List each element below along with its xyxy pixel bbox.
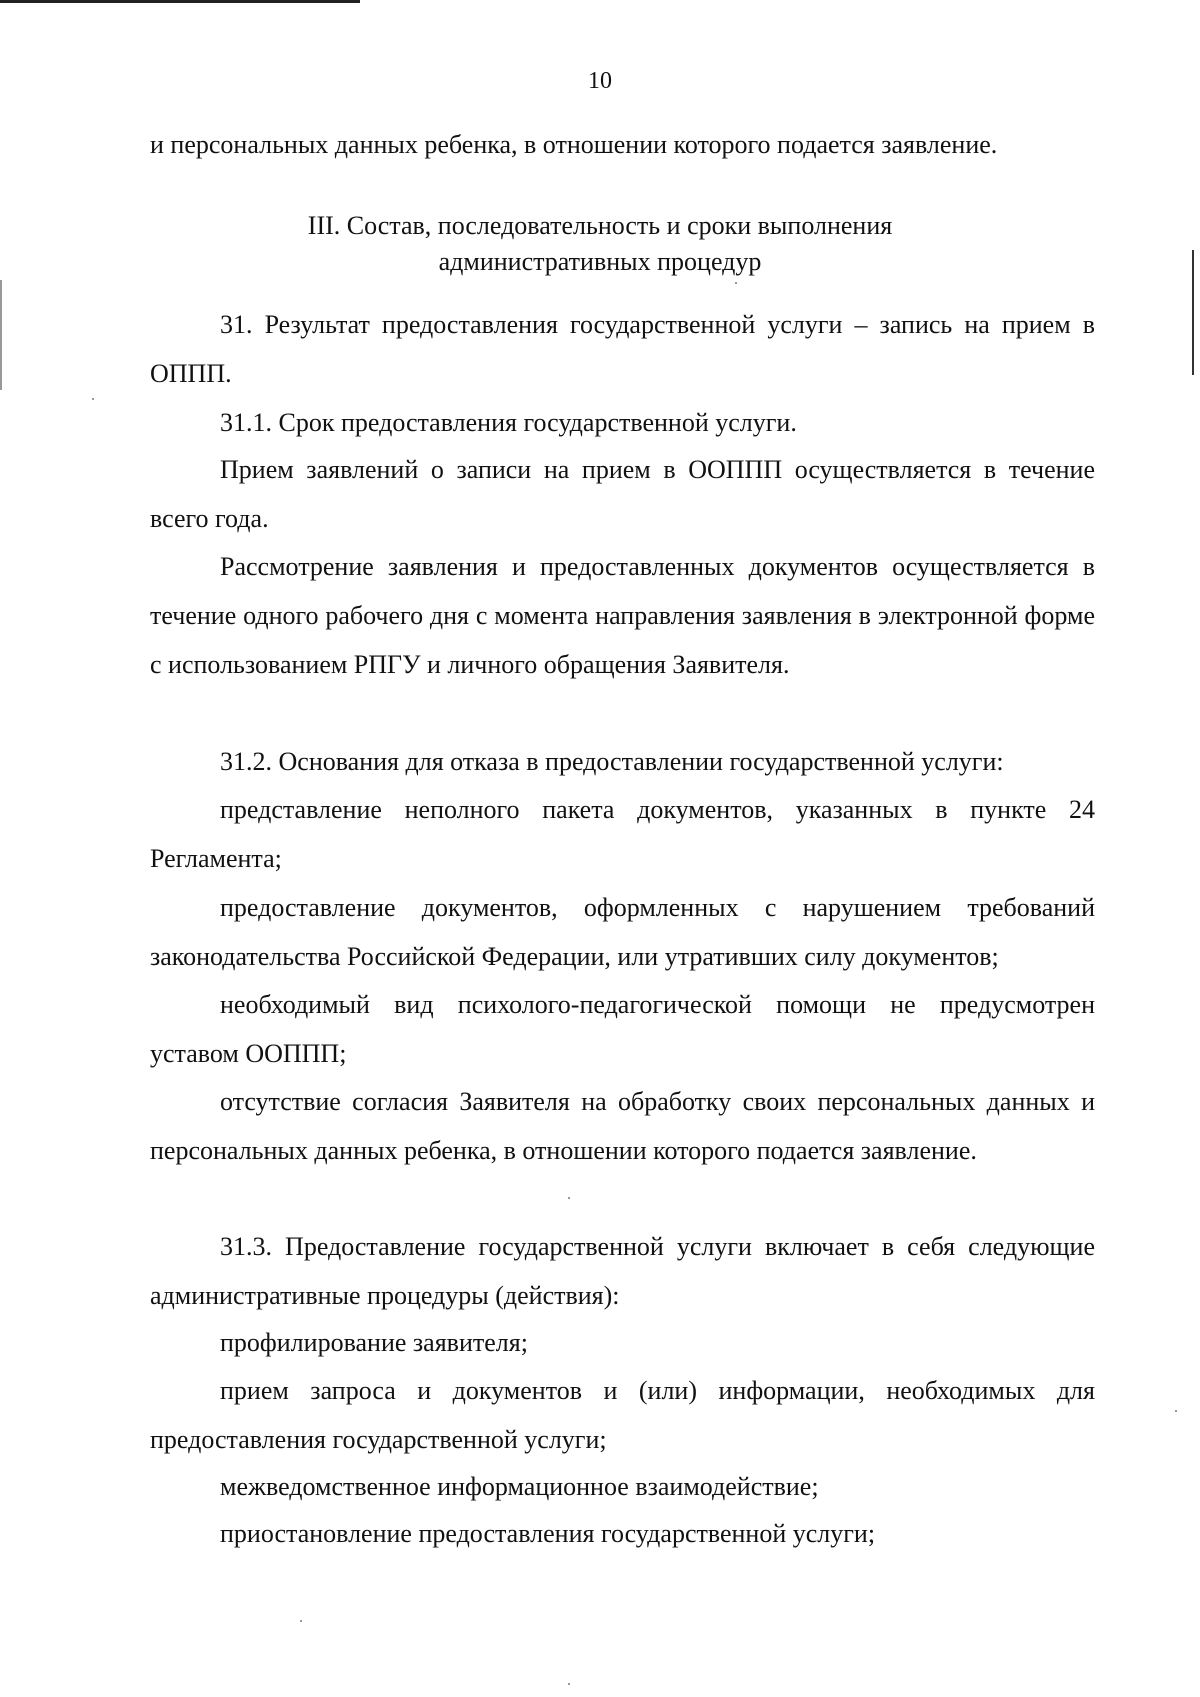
scan-speck bbox=[568, 1197, 570, 1199]
scan-speck bbox=[1175, 1410, 1177, 1412]
scan-edge-top bbox=[0, 0, 360, 3]
continuation-text: и персональных данных ребенка, в отношении которого подается заявление. bbox=[150, 130, 998, 159]
paragraph-reception-period: Прием заявлений о записи на прием в ООППП осуществляется в течение всего года. bbox=[150, 455, 1095, 533]
section-heading bbox=[0, 208, 1200, 280]
refusal-reason-no-consent: отсутствие согласия Заявителя на обработку своих персональных данных и персональных данных ребенка, в отношении которого подается заявление. bbox=[150, 1087, 1095, 1165]
refusal-reason-not-in-charter: необходимый вид психолого-педагогической помощи не предусмотрен уставом ООППП; bbox=[150, 990, 1095, 1068]
section-heading-line-1: III. Состав, последовательность и сроки выполнения bbox=[307, 211, 893, 240]
page-number: 10 bbox=[588, 68, 612, 94]
scan-speck bbox=[300, 1620, 302, 1622]
scan-edge-left bbox=[0, 280, 2, 390]
scan-speck bbox=[568, 1683, 570, 1685]
paragraph-31-2: 31.2. Основания для отказа в предоставлении государственной услуги: bbox=[220, 747, 1004, 776]
refusal-reason-invalid-documents: предоставление документов, оформленных с нарушением требований законодательства Российской Федерации, или утративших силу документов; bbox=[150, 893, 1095, 971]
procedure-interagency-interaction: межведомственное информационное взаимодействие; bbox=[220, 1472, 819, 1501]
procedure-request-intake: прием запроса и документов и (или) информации, необходимых для предоставления государственной услуги; bbox=[150, 1376, 1095, 1454]
scan-speck bbox=[735, 282, 737, 284]
procedure-profiling: профилирование заявителя; bbox=[220, 1328, 528, 1357]
paragraph-31: 31. Результат предоставления государственной услуги – запись на прием в ОППП. bbox=[150, 310, 1095, 388]
refusal-reason-incomplete-documents: представление неполного пакета документов, указанных в пункте 24 Регламента; bbox=[150, 795, 1095, 873]
section-heading-line-2: административных процедур bbox=[438, 247, 762, 276]
paragraph-review-period: Рассмотрение заявления и предоставленных документов осуществляется в течение одного рабочего дня с момента направления заявления в электронной форме с использованием РПГУ и личного обращения Заявителя. bbox=[150, 552, 1095, 679]
scan-speck bbox=[92, 398, 94, 400]
paragraph-31-3: 31.3. Предоставление государственной услуги включает в себя следующие административные процедуры (действия): bbox=[150, 1232, 1095, 1310]
paragraph-31-1: 31.1. Срок предоставления государственной услуги. bbox=[220, 408, 797, 437]
procedure-suspension: приостановление предоставления государственной услуги; bbox=[220, 1519, 876, 1548]
